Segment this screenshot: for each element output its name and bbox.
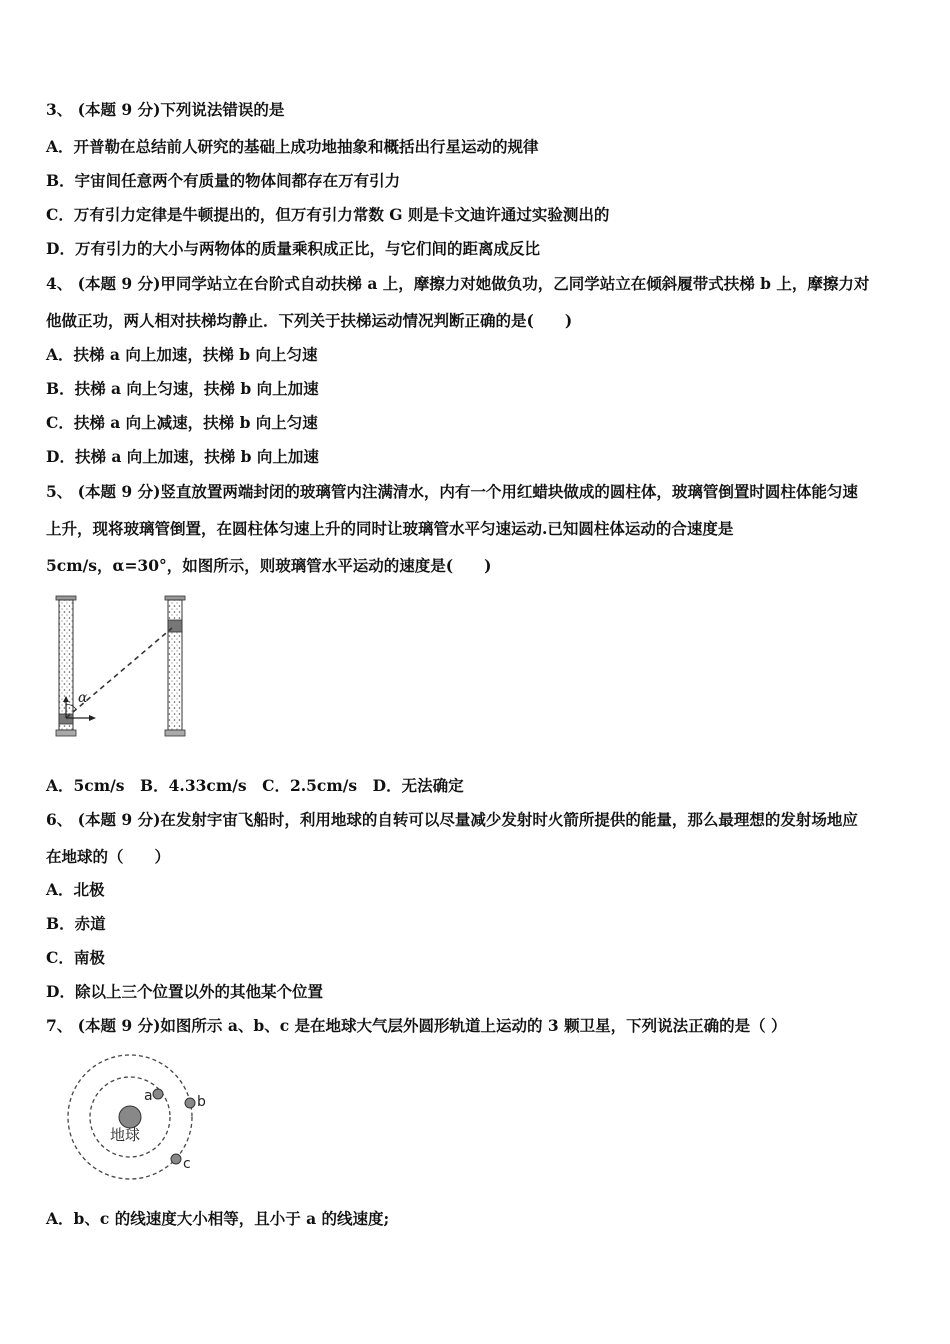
q6-stem-line1: 6、 (本题 9 分)在发射宇宙飞船时，利用地球的自转可以尽量减少发射时火箭所提供的能量，那么最理想的发射场地应 <box>46 810 858 829</box>
q3-option-a: A．开普勒在总结前人研究的基础上成功地抽象和概括出行星运动的规律 <box>46 137 539 156</box>
earth-label: 地球 <box>110 1126 141 1144</box>
q4-option-c: C．扶梯 a 向上减速，扶梯 b 向上匀速 <box>46 413 318 432</box>
alpha-label: α <box>78 690 88 706</box>
q5-glass-tube-figure <box>48 592 198 742</box>
q3-option-b: B．宇宙间任意两个有质量的物体间都存在万有引力 <box>46 171 401 190</box>
q6-option-a: A．北极 <box>46 880 105 899</box>
q7-option-a: A．b、c 的线速度大小相等，且小于 a 的线速度; <box>46 1209 390 1228</box>
earth <box>119 1106 141 1128</box>
q4-stem-line2: 他做正功，两人相对扶梯均静止．下列关于扶梯运动情况判断正确的是( ) <box>46 311 573 330</box>
satellite-a-label: a <box>144 1088 153 1104</box>
satellite-b-label: b <box>197 1094 206 1110</box>
q6-stem-line2: 在地球的（ ） <box>46 847 171 866</box>
q5-stem-line2: 上升，现将玻璃管倒置，在圆柱体匀速上升的同时让玻璃管水平匀速运动.已知圆柱体运动的合速度是 <box>46 519 734 538</box>
q4-stem-line1: 4、 (本题 9 分)甲同学站立在台阶式自动扶梯 a 上，摩擦力对她做负功，乙同学站立在倾斜履带式扶梯 b 上，摩擦力对 <box>46 274 870 293</box>
satellite-c <box>171 1154 181 1164</box>
q7-orbit-figure <box>60 1050 220 1188</box>
q4-option-b: B．扶梯 a 向上匀速，扶梯 b 向上加速 <box>46 379 319 398</box>
q5-options: A．5cm/s B．4.33cm/s C．2.5cm/s D．无法确定 <box>46 776 464 795</box>
q3-stem: 3、 (本题 9 分)下列说法错误的是 <box>46 100 285 119</box>
satellite-a <box>153 1089 163 1099</box>
q5-stem-line3: 5cm/s，α=30°，如图所示，则玻璃管水平运动的速度是( ) <box>46 556 492 575</box>
q6-option-c: C．南极 <box>46 948 105 967</box>
q4-option-d: D．扶梯 a 向上加速，扶梯 b 向上加速 <box>46 447 319 466</box>
satellite-c-label: c <box>183 1156 191 1172</box>
q3-option-c: C．万有引力定律是牛顿提出的，但万有引力常数 G 则是卡文迪许通过实验测出的 <box>46 205 610 224</box>
q6-option-d: D．除以上三个位置以外的其他某个位置 <box>46 982 323 1001</box>
q4-option-a: A．扶梯 a 向上加速，扶梯 b 向上匀速 <box>46 345 318 364</box>
right-glass-tube <box>165 596 185 736</box>
q3-option-d: D．万有引力的大小与两物体的质量乘积成正比，与它们间的距离成反比 <box>46 239 540 258</box>
q6-option-b: B．赤道 <box>46 914 106 933</box>
q7-stem: 7、 (本题 9 分)如图所示 a、b、c 是在地球大气层外圆形轨道上运动的 3 颗卫星，下列说法正确的是（ ） <box>46 1016 787 1035</box>
q5-stem-line1: 5、 (本题 9 分)竖直放置两端封闭的玻璃管内注满清水，内有一个用红蜡块做成的圆柱体，玻璃管倒置时圆柱体能匀速 <box>46 482 858 501</box>
satellite-b <box>185 1098 195 1108</box>
